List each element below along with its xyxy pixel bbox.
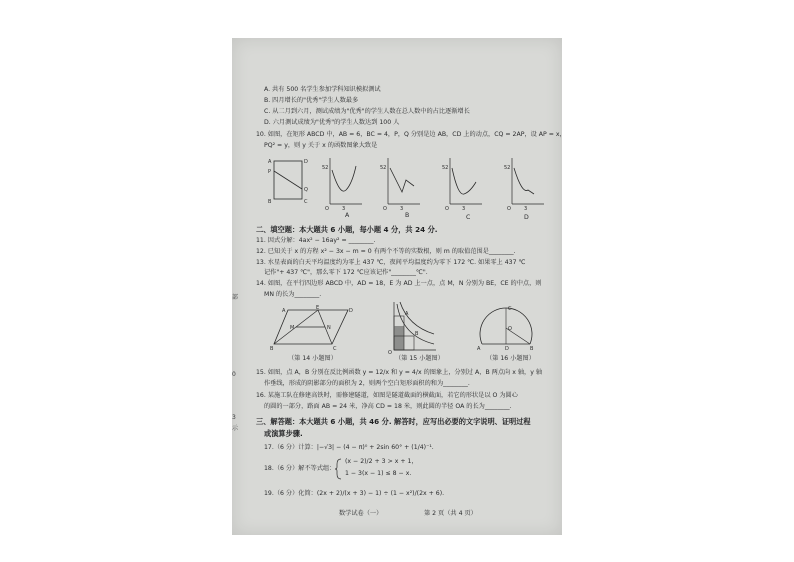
svg-text:52: 52 [380,165,387,171]
section-2-title: 二、填空题：本大题共 6 小题，每小题 4 分，共 24 分. [256,225,438,234]
label-D: D [304,159,308,165]
inequality-2: 1 − 3(x − 1) ≤ 8 − x. [345,470,412,477]
graph-label-b: B [405,212,410,219]
q10-graph-d [504,156,546,212]
brace-icon [335,458,343,480]
svg-text:3: 3 [524,206,528,212]
side-mark: 示 [232,425,239,432]
q10-rectangle-figure [266,155,312,205]
svg-text:O: O [325,206,329,212]
q10-graph-c [442,156,484,212]
graph-label-c: C [466,214,471,221]
svg-text:B: B [415,331,419,337]
question-16-line1: 16. 某施工队在修建高铁时，需修建隧道，如图是隧道截面的横截面，若它的形状是以 O 为圆心 [256,392,518,399]
svg-text:B: B [530,346,534,352]
svg-text:M: M [290,325,295,331]
caption-15: （第 15 小题图） [395,355,444,362]
footer-title: 数学试卷（一） [339,510,383,517]
fig16-tunnel [474,302,538,352]
caption-14: （第 14 小题图） [288,355,337,362]
q10-graph-b [380,156,422,212]
svg-text:A: A [477,346,481,352]
svg-text:N: N [327,325,331,331]
label-B: B [268,199,272,205]
side-mark: 0 [232,371,236,378]
svg-text:D: D [505,346,509,352]
side-mark: 部 [232,294,239,301]
question-13-line1: 13. 水星表面的白天平均温度约为零上 437 ℃，夜间平均温度约为零下 172 ℃. 如果零上 437 ℃ [256,259,526,266]
option-d: D. 六月测试成绩为"优秀"的学生人数达到 100 人 [264,119,400,126]
label-Q: Q [304,187,308,193]
svg-text:C: C [508,306,512,312]
question-14-line1: 14. 如图，在平行四边形 ABCD 中，AD = 18，E 为 AD 上一点，点 M，N 分别为 BE，CE 的中点，则 [256,280,542,287]
option-b: B. 四月增长的"优秀"学生人数最多 [264,97,359,104]
inequality-1: (x − 2)/2 + 3 > x + 1， [345,458,418,465]
question-11: 11. 因式分解：4ax² − 16ay² = ________. [256,237,376,244]
caption-16: （第 16 小题图） [486,355,535,362]
svg-text:O: O [388,350,392,354]
svg-text:A: A [405,311,409,317]
question-18-intro: 18.（6 分）解不等式组： [264,465,336,472]
question-12: 12. 已知关于 x 的方程 x² − 3x − m = 0 有两个不等的实数根，则 m 的取值范围是________. [256,248,516,255]
svg-text:O: O [507,206,511,212]
svg-text:B: B [270,346,274,350]
svg-text:52: 52 [442,165,449,171]
question-19: 19.（6 分）化简：(2x + 2)/(x + 3) − 1) ÷ (1 − x²)/(2x + 6). [264,490,445,497]
label-C: C [304,199,308,205]
side-mark: 3 [232,414,236,421]
graph-label-a: A [345,212,350,219]
option-a: A. 共有 500 名学生参加学科知识模拟测试 [264,86,381,93]
question-16-line2: 的圆的一部分，路面 AB = 24 米，净高 CD = 18 米，则此圆的半径 OA 的长为________. [264,403,512,410]
fig15-hyperbola [388,300,438,354]
svg-text:O: O [445,206,449,212]
section-3-title-line2: 或演算步骤. [264,429,303,438]
question-17: 17.（6 分）计算：|−√3| − (4 − π)⁰ + 2sin 60° + (1/4)⁻¹. [264,444,434,451]
svg-text:D: D [349,308,353,314]
svg-text:O: O [508,326,512,332]
label-A: A [268,159,272,165]
fig14-parallelogram [270,304,354,350]
question-10-line1: 10. 如图，在矩形 ABCD 中，AB = 6，BC = 4，P，Q 分别是边 AB，CD 上的动点，CQ = 2AP，设 AP = x， [256,131,566,138]
svg-text:O: O [383,206,387,212]
question-15-line1: 15. 如图，点 A，B 分别在反比例函数 y = 12/x 和 y = 4/x 的图象上，分别过 A，B 两点向 x 轴，y 轴 [256,369,543,376]
svg-text:C: C [333,346,337,350]
svg-text:52: 52 [322,165,329,171]
option-c: C. 从二月到六月，测试成绩为"优秀"的学生人数在总人数中的占比逐渐增长 [264,108,470,115]
section-3-title: 三、解答题：本大题共 6 小题，共 46 分. 解答时，应写出必要的文字说明、证明过程 [256,417,531,426]
question-15-line2: 作垂线，形成的阴影部分的面积为 2，则两个空白矩形面积的和为________. [264,380,470,387]
svg-text:A: A [282,308,286,314]
question-13-line2: 记作"+ 437 ℃"，那么零下 172 ℃应该记作"________℃". [264,269,428,276]
svg-text:52: 52 [504,165,511,171]
question-10-line2: PQ² = y，则 y 关于 x 的函数图象大致是 [264,142,378,149]
svg-text:E: E [316,305,320,311]
graph-label-d: D [524,214,529,221]
svg-text:3: 3 [400,206,404,212]
svg-text:3: 3 [462,206,466,212]
question-14-line2: MN 的长为________. [264,291,322,298]
svg-text:3: 3 [342,206,346,212]
label-P: P [268,169,272,175]
footer-page: 第 2 页（共 4 页） [424,510,477,517]
q10-graph-a [322,156,364,212]
